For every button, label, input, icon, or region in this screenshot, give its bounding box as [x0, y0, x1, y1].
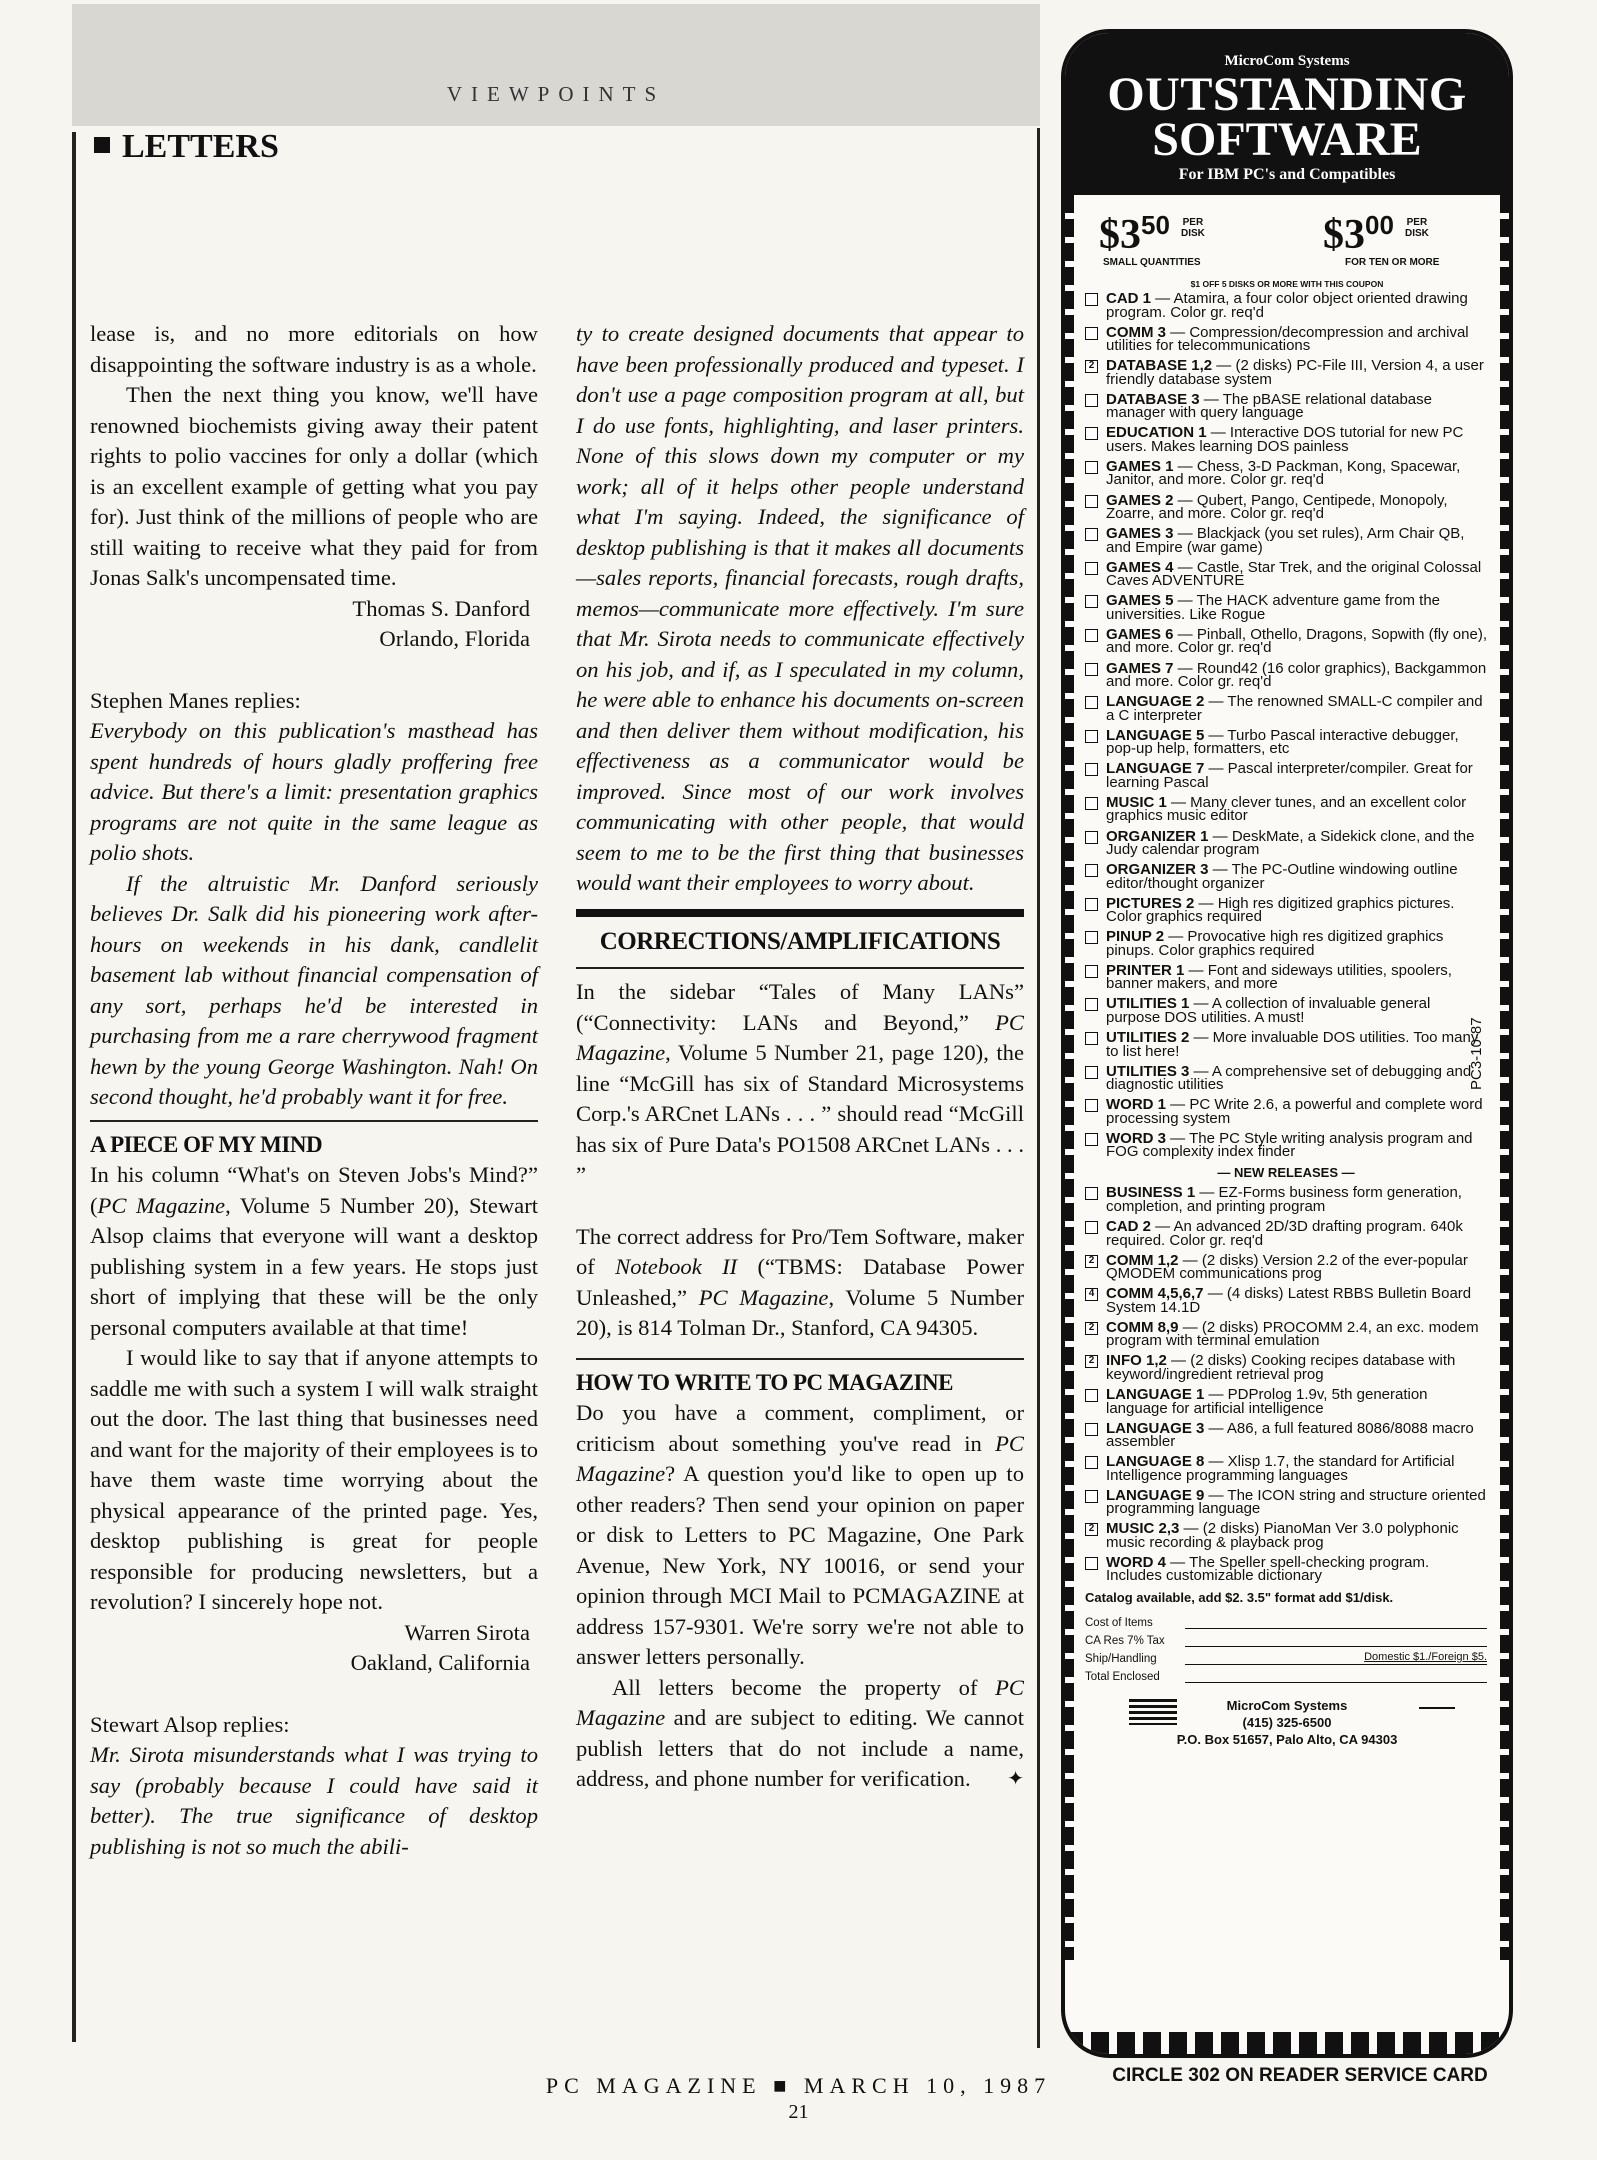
article-column-2: [576, 319, 1024, 1795]
product-description: — (2 disks) PianoMan Ver 3.0 polyphonic music recording & playback prog: [1106, 1520, 1459, 1551]
price1-qty-label: SMALL QUANTITIES: [1103, 257, 1201, 268]
header-band: [72, 4, 1040, 126]
ad-subtitle: For IBM PC's and Compatibles: [1178, 166, 1396, 183]
order-checkbox[interactable]: [1085, 898, 1098, 911]
product-name: COMM 3: [1106, 323, 1166, 341]
product-description: — Castle, Star Trek, and the original Colossal Caves ADVENTURE: [1106, 558, 1482, 590]
product-name: PICTURES 2: [1106, 894, 1195, 912]
product-name: ORGANIZER 3: [1106, 861, 1209, 879]
product-name: LANGUAGE 1: [1106, 1386, 1205, 1403]
corrections-heading: CORRECTIONS/AMPLIFICATIONS: [599, 927, 1001, 955]
product-name: WORD 3: [1106, 1129, 1166, 1147]
ad-header: [1065, 33, 1509, 195]
section-heading-how-to-write: HOW TO WRITE TO PC MAGAZINE: [576, 1369, 953, 1395]
order-label: Total Enclosed: [1085, 1670, 1160, 1683]
section-divider: [90, 1120, 538, 1122]
order-checkbox[interactable]: [1085, 663, 1098, 676]
product-name: GAMES 4: [1106, 558, 1174, 576]
order-checkbox[interactable]: [1085, 763, 1098, 776]
order-checkbox[interactable]: [1085, 327, 1098, 340]
product-name: MUSIC 2,3: [1106, 1520, 1180, 1538]
product-name: WORD 4: [1106, 1553, 1166, 1571]
product-description: — The ICON string and structure oriented programming language: [1106, 1486, 1486, 1518]
letter1-signature-place: Orlando, Florida: [379, 626, 530, 651]
product-description: — PC Write 2.6, a powerful and complete word processing system: [1106, 1096, 1483, 1127]
product-name: LANGUAGE 2: [1106, 693, 1205, 711]
section-heading-piece-of-my-mind: A PIECE OF MY MIND: [90, 1131, 323, 1157]
product-name: LANGUAGE 7: [1106, 760, 1205, 778]
product-description: — Compression/decompression and archival utilities for telecommunications: [1106, 323, 1469, 355]
order-checkbox[interactable]: [1085, 495, 1098, 508]
product-item: [1085, 726, 1487, 758]
order-row: [1085, 1665, 1487, 1683]
microcom-logo-icon: [1129, 1699, 1177, 1725]
product-item: [1085, 558, 1487, 590]
product-description: — Pascal interpreter/compiler. Great for learning Pascal: [1106, 760, 1473, 791]
order-checkbox[interactable]: [1085, 1389, 1098, 1402]
product-item: [1085, 1354, 1487, 1381]
order-checkbox[interactable]: 2: [1085, 1523, 1098, 1536]
product-name: PRINTER 1: [1106, 961, 1185, 979]
product-item: [1085, 1486, 1487, 1518]
product-name: COMM 8,9: [1106, 1318, 1179, 1336]
order-label: Cost of Items: [1085, 1616, 1153, 1629]
product-item: [1085, 292, 1487, 319]
order-amount-field[interactable]: [1185, 1615, 1487, 1629]
order-checkbox[interactable]: 2: [1085, 1255, 1098, 1268]
order-checkbox[interactable]: [1085, 394, 1098, 407]
article-column-1: [90, 319, 538, 1862]
product-description: — Many clever tunes, and an excellent color graphics music editor: [1106, 793, 1467, 825]
letter2-para1: In his column “What's on Steven Jobs's Mind?” (PC Magazine, Volume 5 Number 20), Stewart Alsop claims that everyone will want a desktop publishing system in a few years. He stops just short of implying that these will be the only personal computers available at that time!: [90, 1162, 538, 1340]
ad-left-border: [1065, 195, 1074, 1960]
product-name: GAMES 5: [1106, 592, 1174, 610]
letter2-signature-place: Oakland, California: [350, 1650, 530, 1675]
bullet-square-icon: [94, 137, 110, 153]
product-name: COMM 1,2: [1106, 1251, 1179, 1269]
price2-qty-label: FOR TEN OR MORE: [1345, 257, 1440, 268]
product-description: — PDProlog 1.9v, 5th generation language for artificial intelligence: [1106, 1386, 1428, 1417]
order-checkbox[interactable]: 2: [1085, 1355, 1098, 1368]
product-list: [1085, 292, 1487, 1583]
product-description: — (2 disks) PROCOMM 2.4, an exc. modem program with terminal emulation: [1106, 1318, 1479, 1350]
page-title: [94, 128, 279, 166]
order-checkbox[interactable]: [1085, 629, 1098, 642]
product-description: — A comprehensive set of debugging and diagnostic utilities: [1106, 1062, 1472, 1094]
order-label: CA Res 7% Tax: [1085, 1634, 1165, 1647]
product-item: [1085, 1455, 1487, 1482]
ad-vendor-top: MicroCom Systems: [1224, 53, 1350, 69]
order-checkbox[interactable]: [1085, 461, 1098, 474]
product-name: UTILITIES 3: [1106, 1062, 1190, 1080]
order-row: [1085, 1629, 1487, 1647]
ad-title-line1: OUTSTANDING: [1107, 68, 1467, 121]
vendor-block: [1065, 1697, 1509, 1759]
order-checkbox[interactable]: [1085, 730, 1098, 743]
product-item: [1085, 1129, 1487, 1161]
product-description: — Blackjack (you set rules), Arm Chair QB, and Empire (war game): [1106, 525, 1465, 556]
coupon-note: $1 OFF 5 DISKS OR MORE WITH THIS COUPON: [1190, 279, 1384, 289]
order-checkbox[interactable]: 2: [1085, 1322, 1098, 1335]
product-description: — Atamira, a four color object oriented drawing program. Color gr. req'd: [1106, 290, 1468, 321]
product-item: [1085, 1098, 1487, 1125]
ad-bottom-border: [1065, 2032, 1509, 2054]
reply1-para1: Everybody on this publication's masthead has spent hundreds of hours gladly proffering free advice. But there's a limit: presentation graphics programs are not quite in the same league as polio shots.: [90, 718, 538, 865]
product-item: [1085, 1318, 1487, 1350]
product-item: [1085, 457, 1487, 489]
order-checkbox[interactable]: [1085, 1221, 1098, 1234]
product-name: CAD 1: [1106, 290, 1152, 307]
product-item: [1085, 827, 1487, 858]
product-description: — More invaluable DOS utilities. Too many to list here!: [1106, 1029, 1479, 1060]
product-name: GAMES 2: [1106, 491, 1174, 509]
section-divider: [576, 1358, 1024, 1360]
product-name: PINUP 2: [1106, 928, 1165, 946]
product-name: COMM 4,5,6,7: [1106, 1285, 1204, 1303]
product-name: LANGUAGE 8: [1106, 1453, 1205, 1471]
product-description: — (4 disks) Latest RBBS Bulletin Board System 14.1D: [1106, 1285, 1472, 1316]
order-amount-field[interactable]: Domestic $1./Foreign $5.: [1185, 1651, 1487, 1665]
product-description: — (2 disks) PC-File III, Version 4, a user friendly database system: [1106, 357, 1484, 388]
product-description: — Provocative high res digitized graphics pinups. Color graphics required: [1106, 928, 1444, 959]
order-amount-field[interactable]: [1185, 1633, 1487, 1647]
order-row: [1085, 1647, 1487, 1665]
product-item: [1085, 961, 1487, 993]
ad-right-border: [1500, 195, 1509, 1960]
product-name: GAMES 7: [1106, 659, 1174, 677]
product-description: — (2 disks) Cooking recipes database with keyword/ingredient retrieval prog: [1106, 1352, 1456, 1383]
order-checkbox[interactable]: [1085, 864, 1098, 877]
product-name: GAMES 3: [1106, 525, 1174, 543]
product-description: — (2 disks) Version 2.2 of the ever-popular QMODEM communications prog: [1106, 1251, 1468, 1283]
product-name: DATABASE 1,2: [1106, 357, 1213, 375]
product-name: LANGUAGE 3: [1106, 1419, 1205, 1437]
product-item: [1085, 323, 1487, 355]
right-rule: [1037, 128, 1040, 2048]
product-name: GAMES 1: [1106, 457, 1174, 475]
letter1-para1: lease is, and no more editorials on how disappointing the software industry is as a whole.: [90, 321, 538, 377]
order-checkbox[interactable]: [1085, 1066, 1098, 1079]
correction2: The correct address for Pro/Tem Software, maker of Notebook II (“TBMS: Database Power Unleashed,” PC Magazine, Volume 5 Number 20), is 814 Tolman Dr., Stanford, CA 94305.: [576, 1223, 1024, 1340]
product-name: LANGUAGE 9: [1106, 1486, 1205, 1504]
product-description: — DeskMate, a Sidekick clone, and the Judy calendar program: [1106, 827, 1475, 858]
product-item: [1085, 1220, 1487, 1247]
product-description: — An advanced 2D/3D drafting program. 640k required. Color gr. req'd: [1106, 1218, 1463, 1249]
footer-masthead: PC MAGAZINE ■ MARCH 10, 1987: [545, 2073, 1052, 2098]
product-description: — A collection of invaluable general purpose DOS utilities. A must!: [1106, 995, 1431, 1026]
page-number: 21: [788, 2101, 809, 2123]
product-name: DATABASE 3: [1106, 390, 1200, 408]
product-description: — High res digitized graphics pictures. Color graphics required: [1106, 894, 1455, 926]
order-checkbox[interactable]: 4: [1085, 1288, 1098, 1301]
reply2-para1: Mr. Sirota misunderstands what I was trying to say (probably because I could have said it better). The true significance of desktop publishing is not so much the abili-: [90, 1742, 538, 1859]
product-description: — The PC Style writing analysis program and FOG complexity index finder: [1106, 1129, 1473, 1161]
reply2-continued: ty to create designed documents that appear to have been professionally produced and typeset. I don't use a page composition program at all, but I do use fonts, highlighting, and laser printers. None of this slows down my computer or my work; all of it helps other people understand what I'm saying. Indeed, the significance of desktop publishing is that it makes all documents—sales reports, financial forecasts, rough drafts, memos—communicate more effectively. I'm sure that Mr. Sirota needs to communicate effectively on his job, and if, as I speculated in my column, he were able to enhance his documents on-screen and then deliver them without modification, his effectiveness as a communicator would be improved. Since most of our work involves communicating with other people, that would seem to me to be the first thing that businesses would want their employees to worry about.: [576, 321, 1024, 895]
price-small-quantities: $350 PER DISK: [1099, 210, 1205, 258]
product-description: — Interactive DOS tutorial for new PC users. Makes learning DOS painless: [1106, 424, 1464, 455]
product-name: MUSIC 1: [1106, 793, 1167, 811]
page-title-text: LETTERS: [122, 128, 279, 165]
product-description: — Xlisp 1.7, the standard for Artificial Intelligence programming languages: [1106, 1453, 1455, 1484]
section-divider: [576, 967, 1024, 969]
product-description: — A86, a full featured 8086/8088 macro assembler: [1106, 1419, 1474, 1451]
left-rule: [72, 132, 76, 2042]
product-description: — The PC-Outline windowing outline editor/thought organizer: [1106, 861, 1458, 892]
catalog-note: Catalog available, add $2. 3.5" format add $1/disk.: [1085, 1589, 1394, 1605]
product-description: — Chess, 3-D Packman, Kong, Spacewar, Janitor, and more. Color gr. req'd: [1106, 457, 1461, 489]
order-label: Ship/Handling: [1085, 1652, 1157, 1665]
product-item: [1085, 359, 1487, 386]
letter2-para2: I would like to say that if anyone attempts to saddle me with such a system I will walk straight out the door. The last thing that businesses need and want for the majority of their employees is to have them waste time worrying about the physical appearance of the printed page. Yes, desktop publishing is great for people responsible for producing newsletters, but a revolution? I sincerely hope not.: [90, 1345, 538, 1614]
letter1-signature-name: Thomas S. Danford: [352, 595, 530, 621]
product-item: [1085, 426, 1487, 453]
order-checkbox[interactable]: 2: [1085, 360, 1098, 373]
product-description: — Turbo Pascal interactive debugger, pop-up help, formatters, etc: [1106, 726, 1459, 758]
vendor-name: MicroCom Systems: [1226, 1697, 1348, 1713]
order-checkbox[interactable]: [1085, 1187, 1098, 1200]
product-item: [1085, 491, 1487, 523]
product-item: [1085, 390, 1487, 422]
product-item: [1085, 1553, 1487, 1585]
order-form: [1085, 1611, 1487, 1683]
order-checkbox[interactable]: [1085, 1099, 1098, 1112]
order-checkbox[interactable]: [1085, 562, 1098, 575]
product-item: [1085, 1522, 1487, 1549]
order-checkbox[interactable]: [1085, 427, 1098, 440]
order-checkbox[interactable]: [1085, 1557, 1098, 1570]
product-name: EDUCATION 1: [1106, 424, 1207, 442]
product-name: INFO 1,2: [1106, 1352, 1167, 1370]
product-description: — The Speller spell-checking program. Includes customizable dictionary: [1106, 1553, 1430, 1585]
dash-mark: [1419, 1707, 1455, 1709]
product-item: [1085, 1031, 1487, 1058]
product-name: BUSINESS 1: [1106, 1184, 1196, 1202]
product-name: UTILITIES 1: [1106, 995, 1190, 1013]
vendor-phone: (415) 325-6500: [1242, 1714, 1332, 1730]
order-row: [1085, 1611, 1487, 1629]
section-label: VIEWPOINTS: [446, 82, 666, 106]
product-item: [1085, 1062, 1487, 1094]
order-checkbox[interactable]: [1085, 1423, 1098, 1436]
order-amount-field[interactable]: [1185, 1669, 1487, 1683]
reply2-label: Stewart Alsop replies:: [90, 1711, 290, 1737]
product-item: [1085, 659, 1487, 691]
price-block: [1065, 211, 1509, 267]
product-item: [1085, 1186, 1487, 1213]
reply1-para2: If the altruistic Mr. Danford seriously believes Dr. Salk did his pioneering work after-hours on weekends in his dank, candlelit basement lab without financial compensation of any sort, perhaps he'd be interested in purchasing from me a rare cherrywood fragment hewn by the young George Washington. Nah! On second thought, he'd probably want it for free.: [90, 870, 538, 1109]
microcom-advertisement: [1061, 29, 1513, 2058]
ad-title-line2: SOFTWARE: [1152, 113, 1422, 166]
product-item: [1085, 793, 1487, 825]
reply1-label: Stephen Manes replies:: [90, 687, 301, 713]
order-checkbox[interactable]: [1085, 831, 1098, 844]
product-item: [1085, 997, 1487, 1024]
product-item: [1085, 695, 1487, 722]
product-item: [1085, 930, 1487, 957]
order-checkbox[interactable]: [1085, 1133, 1098, 1146]
reader-service-note: CIRCLE 302 ON READER SERVICE CARD: [1112, 2065, 1488, 2086]
section-divider-thick: [576, 909, 1024, 917]
product-item: [1085, 1388, 1487, 1415]
product-item: [1085, 894, 1487, 926]
order-checkbox[interactable]: [1085, 293, 1098, 306]
new-releases-heading: — NEW RELEASES —: [1217, 1165, 1355, 1181]
order-checkbox[interactable]: [1085, 1456, 1098, 1469]
write-para1: Do you have a comment, compliment, or criticism about something you've read in PC Magazine? A question you'd like to open up to other readers? Then send your opinion on paper or disk to Letters to PC Magazine, One Park Avenue, New York, NY 10016, or send your opinion through MCI Mail to PCMAGAZINE at address 157-9301. We're sorry we're not able to answer letters personally.: [576, 1400, 1024, 1669]
order-checkbox[interactable]: [1085, 595, 1098, 608]
product-item: [1085, 1251, 1487, 1283]
write-para2: All letters become the property of PC Magazine and are subject to editing. We cannot publish letters that do not include a name, address, and phone number for verification. ✦: [576, 1673, 1024, 1795]
product-description: — Font and sideways utilities, spoolers, banner makers, and more: [1106, 961, 1452, 993]
product-description: — The renowned SMALL-C compiler and a C interpreter: [1106, 693, 1483, 724]
product-item: [1085, 1287, 1487, 1314]
order-checkbox[interactable]: [1085, 797, 1098, 810]
product-item: [1085, 625, 1487, 657]
order-checkbox[interactable]: [1085, 1032, 1098, 1045]
order-checkbox[interactable]: [1085, 998, 1098, 1011]
product-description: — EZ-Forms business form generation, completion, and printing program: [1106, 1184, 1462, 1215]
end-mark-icon: ✦: [1007, 1768, 1024, 1790]
product-description: — The pBASE relational database manager with query language: [1106, 390, 1432, 422]
product-name: ORGANIZER 1: [1106, 827, 1209, 845]
side-code: PC3-10-87: [1468, 1017, 1485, 1090]
product-name: LANGUAGE 5: [1106, 726, 1205, 744]
product-name: CAD 2: [1106, 1218, 1152, 1236]
product-item: [1085, 863, 1487, 890]
vendor-address: P.O. Box 51657, Palo Alto, CA 94303: [1176, 1731, 1398, 1747]
order-checkbox[interactable]: [1085, 696, 1098, 709]
correction1: In the sidebar “Tales of Many LANs” (“Connectivity: LANs and Beyond,” PC Magazine, Volume 5 Number 21, page 120), the line “McGill has six of Standard Microsystems Corp.'s ARCnet LANs . . . ” should read “McGill has six of Pure Data's PO1508 ARCnet LANs . . . ”: [576, 979, 1024, 1187]
product-item: [1085, 1419, 1487, 1451]
product-description: — Pinball, Othello, Dragons, Sopwith (fly one), and more. Color gr. req'd: [1106, 625, 1487, 657]
order-checkbox[interactable]: [1085, 528, 1098, 541]
letter2-signature-name: Warren Sirota: [404, 1619, 530, 1645]
product-description: — Round42 (16 color graphics), Backgammon and more. Color gr. req'd: [1106, 659, 1487, 691]
price-ten-or-more: $300 PER DISK: [1323, 210, 1429, 258]
order-checkbox[interactable]: [1085, 931, 1098, 944]
product-item: [1085, 527, 1487, 554]
order-checkbox[interactable]: [1085, 965, 1098, 978]
product-description: — The HACK adventure game from the universities. Like Rogue: [1106, 592, 1441, 623]
product-item: [1085, 762, 1487, 789]
product-item: [1085, 594, 1487, 621]
letter1-para2: Then the next thing you know, we'll have renowned biochemists giving away their patent rights to polio vaccines for only a dollar (which is an excellent example of getting what you pay for). Just think of the millions of people who are still waiting to receive what they paid for from Jonas Salk's uncompensated time.: [90, 382, 538, 590]
product-name: GAMES 6: [1106, 625, 1174, 643]
product-description: — Qubert, Pango, Centipede, Monopoly, Zoarre, and more. Color gr. req'd: [1106, 491, 1448, 523]
product-name: WORD 1: [1106, 1096, 1166, 1114]
product-name: UTILITIES 2: [1106, 1029, 1190, 1047]
order-checkbox[interactable]: [1085, 1490, 1098, 1503]
